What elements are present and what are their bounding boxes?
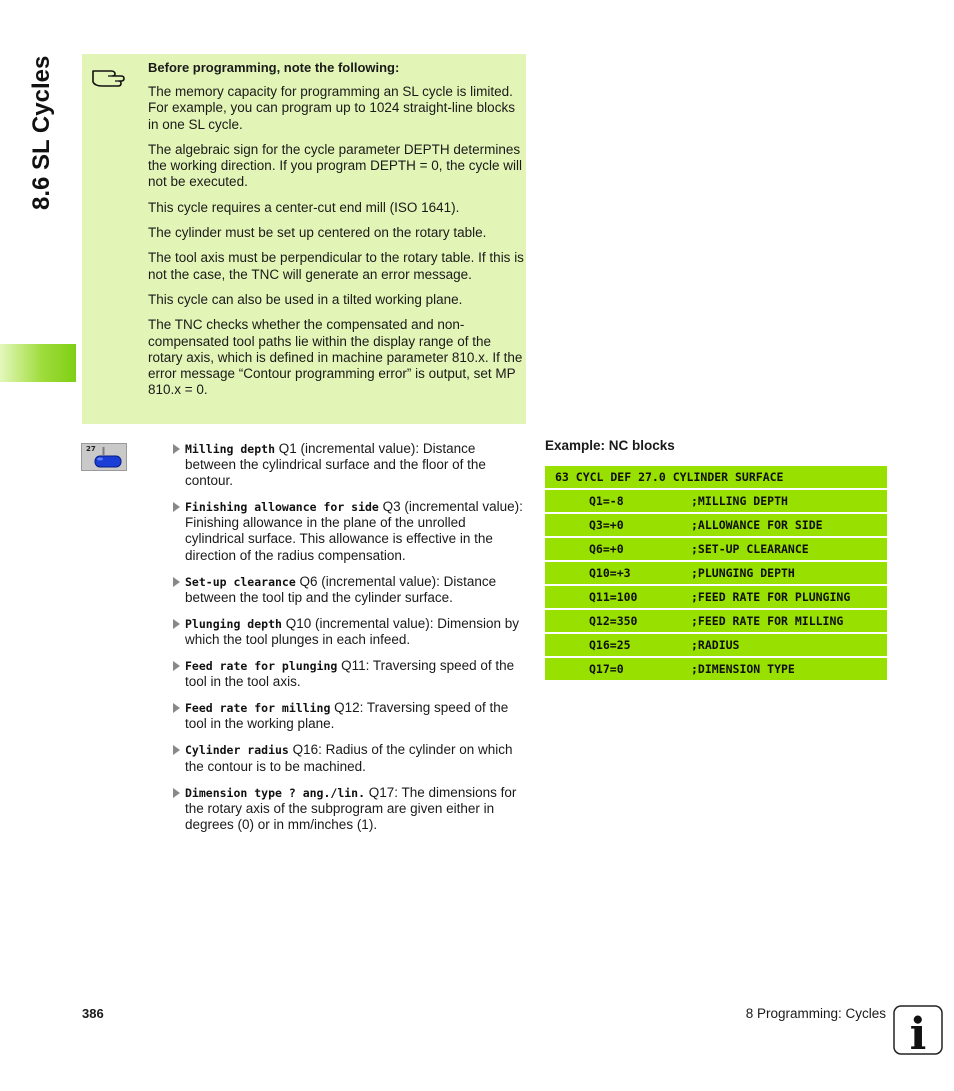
nc-block-row: 63 CYCL DEF 27.0 CYLINDER SURFACE bbox=[545, 466, 887, 488]
note-paragraph: This cycle requires a center-cut end mill (ISO 1641). bbox=[148, 199, 460, 215]
triangle-bullet-icon bbox=[173, 444, 180, 454]
note-paragraph: The cylinder must be set up centered on the rotary table. bbox=[148, 225, 487, 241]
triangle-bullet-icon bbox=[173, 703, 180, 713]
nc-block-row: Q17=0 ;DIMENSION TYPE bbox=[545, 658, 887, 680]
triangle-bullet-icon bbox=[173, 619, 180, 629]
triangle-bullet-icon bbox=[173, 788, 180, 798]
triangle-bullet-icon bbox=[173, 502, 180, 512]
nc-block-row: Q16=25 ;RADIUS bbox=[545, 634, 887, 656]
param-finishing-allowance: Finishing allowance for side Q3 (incremental value): Finishing allowance in the plane of the unrolled cylindrical surface. This allowance is effective in the direction of the radius compensation. bbox=[172, 499, 528, 563]
note-paragraph: The tool axis must be perpendicular to the rotary table. If this is not the case, the TNC will generate an error message. bbox=[148, 250, 524, 282]
nc-block-row: Q3=+0 ;ALLOWANCE FOR SIDE bbox=[545, 514, 887, 536]
triangle-bullet-icon bbox=[173, 745, 180, 755]
param-feed-plunging: Feed rate for plunging Q11: Traversing speed of the tool in the tool axis. bbox=[172, 658, 528, 690]
nc-block-row: Q10=+3 ;PLUNGING DEPTH bbox=[545, 562, 887, 584]
page-number: 386 bbox=[82, 1006, 104, 1021]
nc-block-list bbox=[545, 466, 887, 682]
pointing-hand-icon bbox=[91, 62, 127, 88]
note-paragraph: The memory capacity for programming an SL cycle is limited. For example, you can program up to 1024 straight-line blocks in one SL cycle. bbox=[148, 84, 515, 132]
chapter-label: 8 Programming: Cycles bbox=[745, 1006, 886, 1021]
info-icon bbox=[893, 1005, 943, 1055]
note-paragraph: This cycle can also be used in a tilted working plane. bbox=[148, 291, 463, 307]
note-paragraph: The TNC checks whether the compensated and non-compensated tool paths lie within the display range of the rotary axis, which is defined in machine parameter 810.x. If the error message “Contour programming error” is output, set MP 810.x = 0. bbox=[148, 317, 523, 398]
param-feed-milling: Feed rate for milling Q12: Traversing speed of the tool in the working plane. bbox=[172, 700, 528, 732]
nc-block-row: Q12=350 ;FEED RATE FOR MILLING bbox=[545, 610, 887, 632]
param-cylinder-radius: Cylinder radius Q16: Radius of the cylinder on which the contour is to be machined. bbox=[172, 742, 528, 774]
param-dimension-type: Dimension type ? ang./lin. Q17: The dimensions for the rotary axis of the subprogram are given either in degrees (0) or in mm/inches (1). bbox=[172, 785, 528, 833]
note-heading: Before programming, note the following: bbox=[148, 60, 400, 75]
triangle-bullet-icon bbox=[173, 661, 180, 671]
note-paragraph: The algebraic sign for the cycle parameter DEPTH determines the working direction. If you program DEPTH = 0, the cycle will not be executed. bbox=[148, 141, 523, 190]
section-tab-marker bbox=[0, 344, 76, 382]
param-setup-clearance: Set-up clearance Q6 (incremental value): Distance between the tool tip and the cylinder surface. bbox=[172, 574, 528, 606]
triangle-bullet-icon bbox=[173, 577, 180, 587]
svg-text:i: i bbox=[909, 1009, 927, 1055]
nc-block-row: Q6=+0 ;SET-UP CLEARANCE bbox=[545, 538, 887, 560]
example-title: Example: NC blocks bbox=[545, 438, 675, 453]
note-box bbox=[82, 54, 526, 424]
cycle-27-softkey bbox=[81, 443, 127, 471]
softkey-label: 27 bbox=[86, 445, 96, 453]
nc-block-row: Q11=100 ;FEED RATE FOR PLUNGING bbox=[545, 586, 887, 608]
nc-block-row: Q1=-8 ;MILLING DEPTH bbox=[545, 490, 887, 512]
param-plunging-depth: Plunging depth Q10 (incremental value): Dimension by which the tool plunges in each infeed. bbox=[172, 616, 528, 648]
param-milling-depth: Milling depth Q1 (incremental value): Distance between the cylindrical surface and the floor of the contour. bbox=[172, 441, 528, 489]
cylinder-icon bbox=[82, 444, 126, 470]
section-title: 8.6 SL Cycles bbox=[28, 55, 55, 210]
parameter-list bbox=[172, 441, 528, 843]
